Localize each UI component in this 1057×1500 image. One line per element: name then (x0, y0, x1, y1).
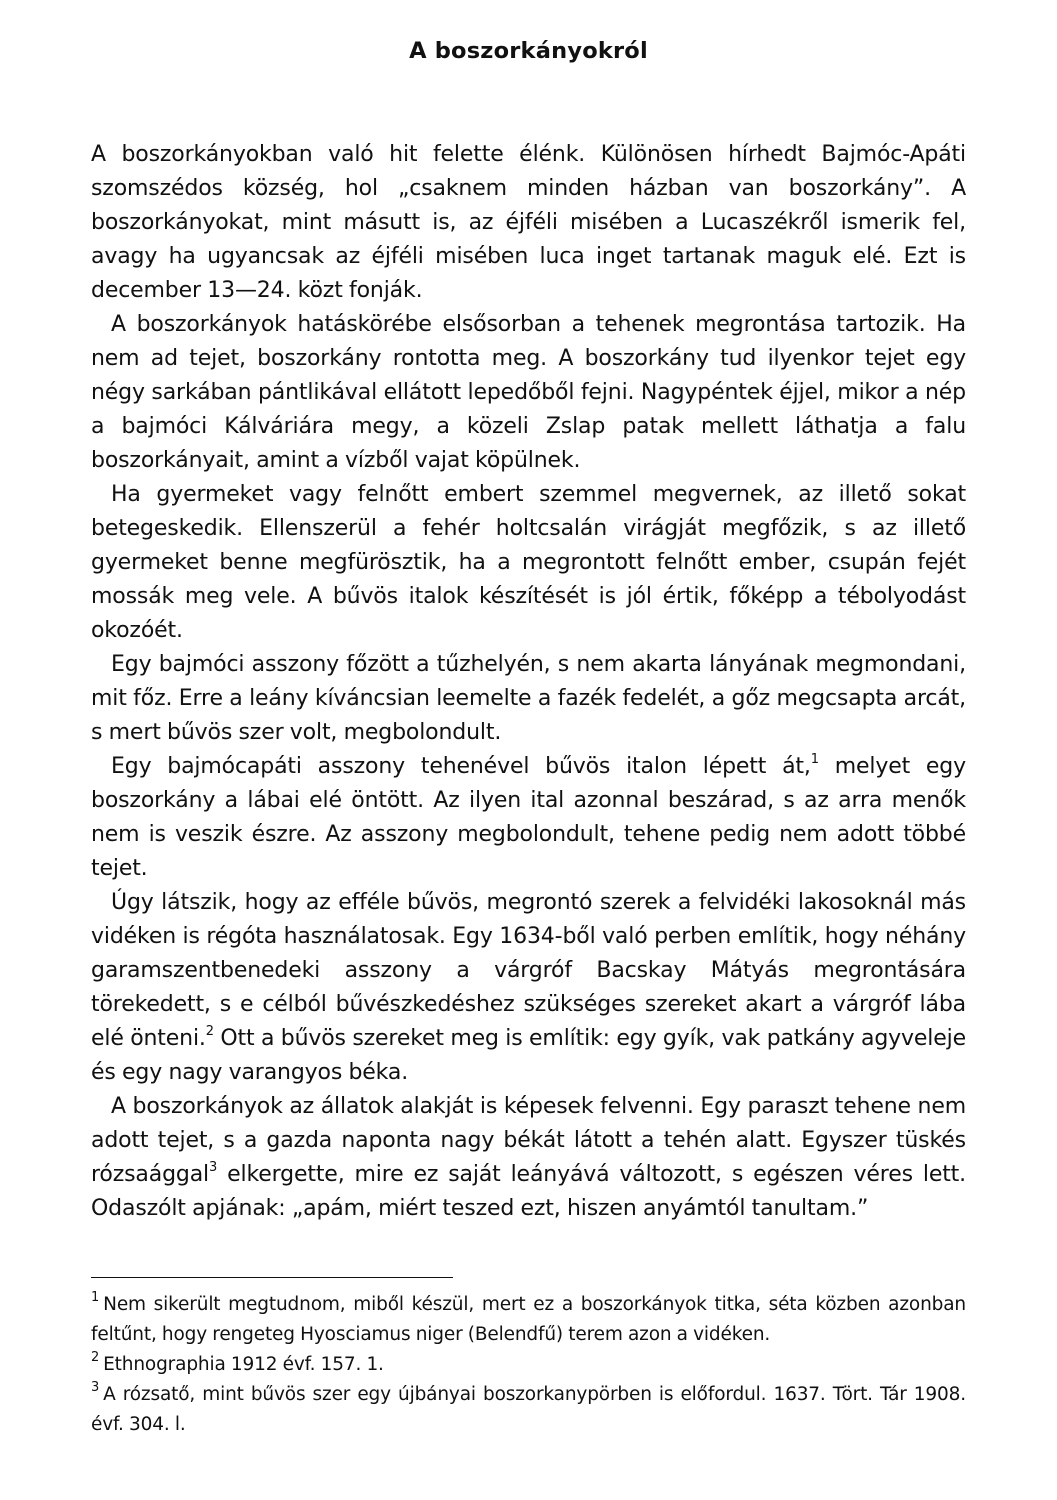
paragraph (91, 886, 966, 1090)
paragraph (91, 308, 966, 478)
paragraph-text: A boszorkányok az állatok alakját is képesek felvenni. Egy paraszt tehene nem adott tejet, s a gazda naponta nagy békát látott a tehén alatt. Egyszer tüskés rózsaággal (91, 1094, 966, 1187)
footnote-separator (91, 1277, 453, 1278)
paragraph-text: Ha gyermeket vagy felnőtt embert szemmel megvernek, az illető sokat betegeskedik. Ellenszerül a fehér holtcsalán virágját megfőzik, s az illető gyermeket benne megfürösztik, ha a megrontott felnőtt ember, csupán fejét mossák meg vele. A bűvös italok készítését is jól értik, főképp a tébolyodást okozóét. (91, 482, 966, 643)
footnote-text: Ethnographia 1912 évf. 157. 1. (103, 1354, 384, 1375)
paragraph (91, 648, 966, 750)
footnote-reference: 3 (209, 1160, 218, 1175)
footnotes (91, 1290, 966, 1440)
paragraph-text: Egy bajmóci asszony főzött a tűzhelyén, s nem akarta lányának megmondani, mit főz. Erre a leány kíváncsian leemelte a fazék fedelét, a gőz megcsapta arcát, s mert bűvös szer volt, megbolondult. (91, 652, 966, 745)
footnote (91, 1290, 966, 1350)
footnote-number: 2 (91, 1350, 100, 1365)
paragraph-text: A boszorkányokban való hit felette élénk. Különösen hírhedt Bajmóc-Apáti szomszédos község, hol „csaknem minden házban van boszorkány”. A boszorkányokat, mint másutt is, az éjféli misében a Lucaszékről ismerik fel, avagy ha ugyancsak az éjféli misében luca inget tartanak maguk elé. Ezt is december 13—24. közt fonják. (91, 142, 966, 303)
footnote-number: 1 (91, 1290, 100, 1305)
footnote (91, 1350, 966, 1380)
paragraph-text: melyet egy boszorkány a lábai elé öntött. Az ilyen ital azonnal beszárad, s az arra menők nem is veszik észre. Az asszony megbolondult, tehene pedig nem adott többé tejet. (91, 754, 966, 881)
footnote-text: A rózsatő, mint bűvös szer egy újbányai boszorkanypörben is előfordul. 1637. Tört. Tár 1908. évf. 304. l. (91, 1384, 966, 1435)
paragraph (91, 750, 966, 886)
page-title: A boszorkányokról (409, 38, 648, 64)
paragraph-text: Ott a bűvös szereket meg is említik: egy gyík, vak patkány agyveleje és egy nagy varangyos béka. (91, 1026, 966, 1085)
paragraph-text: elkergette, mire ez saját leányává változott, s egészen véres lett. Odaszólt apjának: „apám, miért teszed ezt, hiszen anyámtól tanultam.” (91, 1162, 966, 1221)
paragraph-text: Úgy látszik, hogy az efféle bűvös, megrontó szerek a felvidéki lakosoknál más vidéken is régóta használatosak. Egy 1634-ből való perben említik, hogy néhány garamszentbenedeki asszony a várgróf Bacskay Mátyás megrontására törekedett, s e célból bűvészkedéshez szükséges szereket akart a várgróf lába elé önteni. (91, 890, 966, 1051)
paragraph (91, 1090, 966, 1226)
paragraph (91, 138, 966, 308)
footnote-text: Nem sikerült megtudnom, miből készül, mert ez a boszorkányok titka, séta közben azonban feltűnt, hogy rengeteg Hyosciamus niger (Belendfű) terem azon a vidéken. (91, 1294, 966, 1345)
body-text (91, 138, 966, 1226)
paragraph-text: A boszorkányok hatáskörébe elsősorban a tehenek megrontása tartozik. Ha nem ad tejet, boszorkány rontotta meg. A boszorkány tud ilyenkor tejet egy négy sarkában pántlikával ellátott lepedőből fejni. Nagypéntek éjjel, mikor a nép a bajmóci Kálváriára megy, a közeli Zslap patak mellett láthatja a falu boszorkányait, amint a vízből vajat köpülnek. (91, 312, 966, 473)
paragraph-text: Egy bajmócapáti asszony tehenével bűvös italon lépett át, (111, 754, 811, 779)
footnote-reference: 2 (205, 1024, 214, 1039)
paragraph (91, 478, 966, 648)
footnote-reference: 1 (810, 752, 819, 767)
footnote (91, 1380, 966, 1440)
footnote-number: 3 (91, 1380, 100, 1395)
